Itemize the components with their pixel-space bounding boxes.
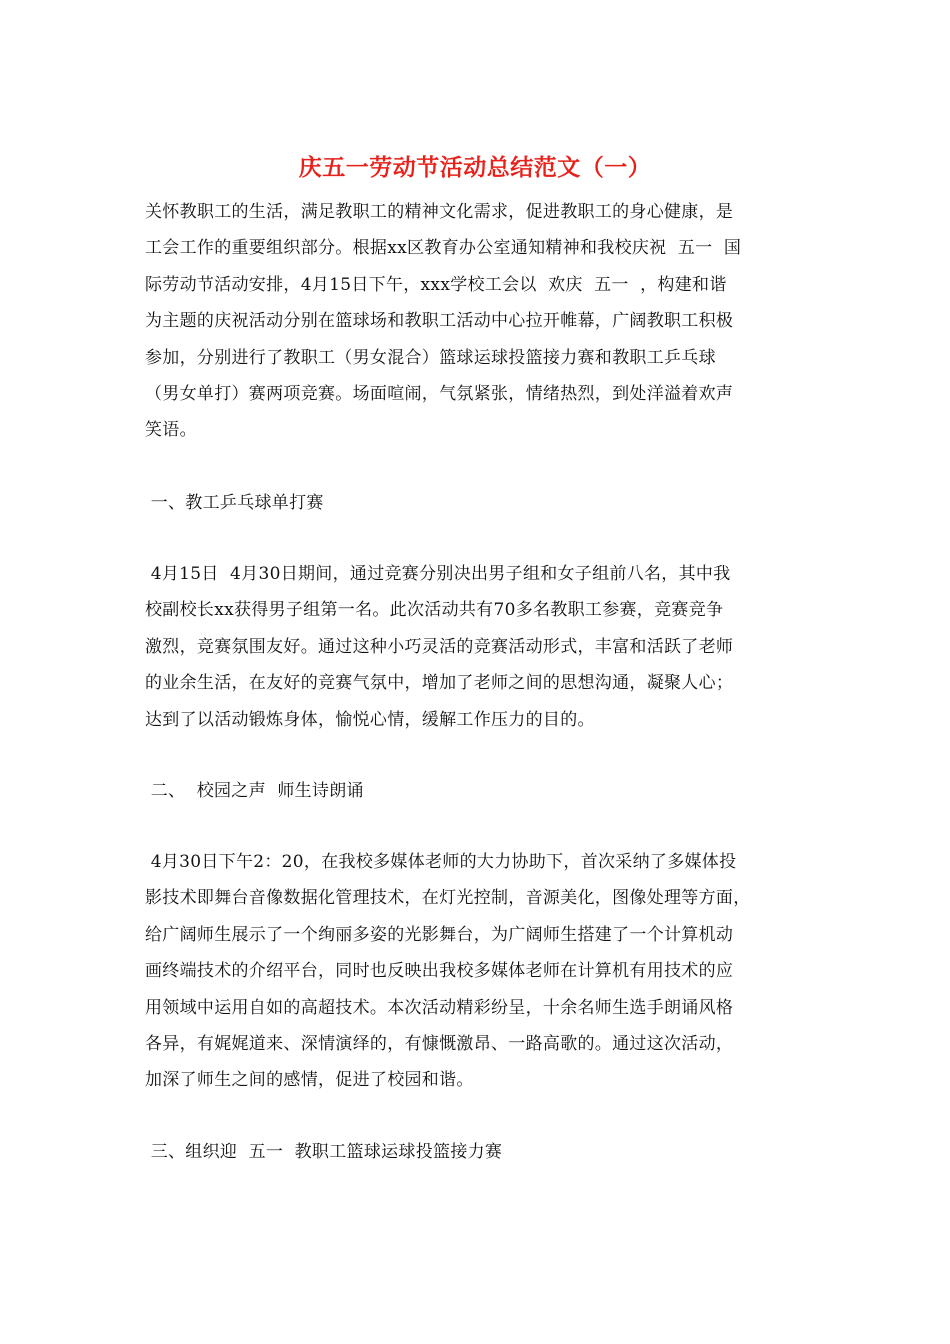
- paragraph-line: 关怀教职工的生活，满足教职工的精神文化需求，促进教职工的身心健康，是: [145, 202, 734, 222]
- paragraph-line: 加深了师生之间的感情，促进了校园和谐。: [145, 1070, 474, 1091]
- paragraph-line: 笑语。: [145, 420, 197, 441]
- section-2-paragraph: [145, 844, 810, 1099]
- paragraph-line: （男女单打）赛两项竞赛。场面喧闹，气氛紧张，情绪热烈，到处洋溢着欢声: [145, 383, 734, 404]
- paragraph-line: 参加，分别进行了教职工（男女混合）篮球运球投篮接力赛和教职工乒乓球: [145, 347, 716, 368]
- section-1-paragraph: [145, 556, 810, 738]
- paragraph-line: 激烈，竞赛氛围友好。通过这种小巧灵活的竞赛活动形式，丰富和活跃了老师: [145, 636, 734, 657]
- intro-paragraph: [145, 194, 810, 449]
- paragraph-line: 各异，有娓娓道来、深情演绎的，有慷慨激昂、一路高歌的。通过这次活动，: [145, 1033, 734, 1054]
- paragraph-line: 用领域中运用自如的高超技术。本次活动精彩纷呈，十余名师生选手朗诵风格: [145, 997, 734, 1018]
- section-heading-3: 三、组织迎 五一 教职工篮球运球投篮接力赛: [145, 1142, 503, 1162]
- paragraph-line: 的业余生活，在友好的竞赛气氛中，增加了老师之间的思想沟通，凝聚人心；: [145, 673, 734, 694]
- paragraph-line: 达到了以活动锻炼身体，愉悦心情，缓解工作压力的目的。: [145, 709, 595, 730]
- paragraph-line: 4月15日 4月30日期间，通过竞赛分别决出男子组和女子组前八名，其中我: [145, 564, 731, 584]
- paragraph-line: 际劳动节活动安排，4月15日下午，xxx学校工会以 欢庆 五一 ，构建和谐: [145, 274, 727, 295]
- paragraph-line: 工会工作的重要组织部分。根据xx区教育办公室通知精神和我校庆祝 五一 国: [145, 238, 742, 259]
- paragraph-line: 画终端技术的介绍平台，同时也反映出我校多媒体老师在计算机有用技术的应: [145, 961, 734, 982]
- section-heading-2: 二、 校园之声 师生诗朗诵: [145, 781, 364, 801]
- paragraph-line: 4月30日下午2：20，在我校多媒体老师的大力协助下，首次采纳了多媒体投: [145, 852, 737, 872]
- section-heading-1: 一、教工乒乓球单打赛: [145, 493, 324, 513]
- paragraph-line: 校副校长xx获得男子组第一名。此次活动共有70多名教职工参赛，竞赛竞争: [145, 600, 724, 621]
- paragraph-line: 为主题的庆祝活动分别在篮球场和教职工活动中心拉开帷幕，广阔教职工积极: [145, 311, 734, 332]
- paragraph-line: 影技术即舞台音像数据化管理技术，在灯光控制，音源美化，图像处理等方面，: [145, 888, 751, 909]
- document-title: 庆五一劳动节活动总结范文（一）: [298, 154, 652, 181]
- paragraph-line: 给广阔师生展示了一个绚丽多姿的光影舞台，为广阔师生搭建了一个计算机动: [145, 924, 734, 945]
